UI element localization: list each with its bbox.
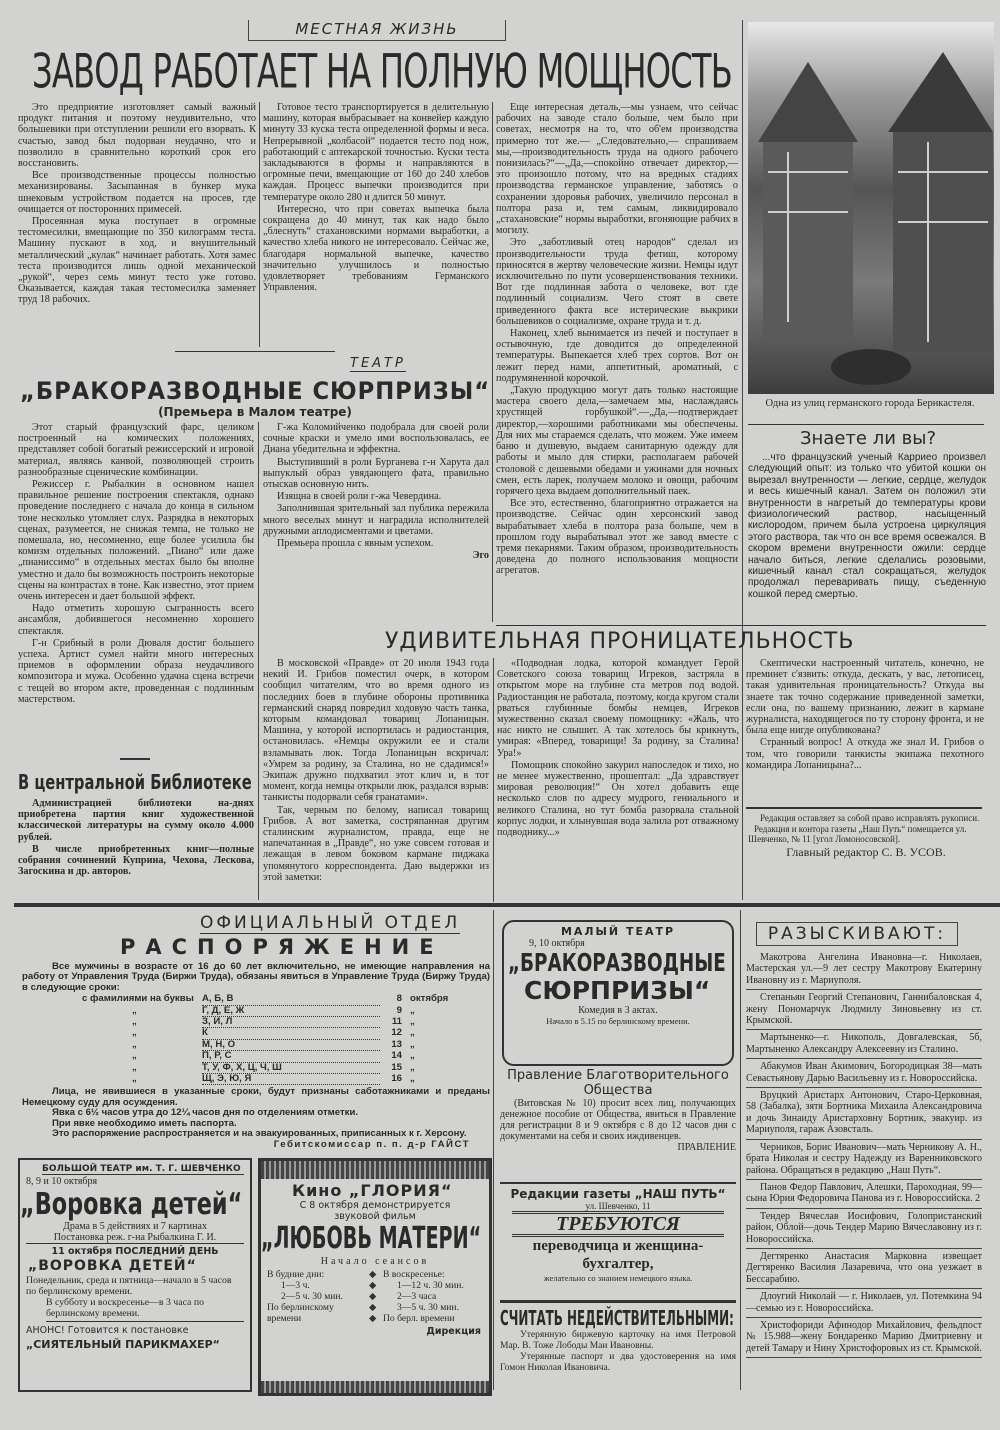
schedule-month: „ (410, 1073, 415, 1085)
schedule-row (22, 1040, 490, 1051)
session-time: В будние дни: (267, 1269, 325, 1280)
cinema-intro: С 8 октября демонстрируется (299, 1200, 451, 1211)
schedule-row (22, 1017, 490, 1028)
cinema-signature: Дирекция (426, 1326, 481, 1337)
wanted-item: Черников, Борис Иванович—мать Черникову А. Н., брата Николая и сестру Надежду из Варенниковского района. Обращаться в редакцию „Наш Путь“. (746, 1140, 982, 1180)
editorial-note: Редакция оставляет за собой право исправлять рукописи. (760, 813, 980, 823)
paragraph: Странный вопрос! А откуда же знал И. Грибов о том, что говорили танкисты экипажа пехотного командира Лопаницына?... (746, 737, 984, 771)
page-rule (14, 903, 1000, 907)
wanted-item: Христофориди Афинодор Михайлович, фельдпост № 15.988—жену Бондаренко Марию Дмитриевну и детей Тамару и Нину Христофоровых из ст. Крымской. (746, 1318, 982, 1358)
paragraph: Режиссер г. Рыбалкин в основном нашел правильное решение построения спектакля, однако проведение последнего с начала до конца в сильном тоне несколько утомляет слух. Разрядка в некоторых сценах, разумеется, не снижая темпа, не только не помешала, но, несомненно, еще более усилила бы комизм отдельных положений. „Пиано“ или даже „пианиссимо“ в отдельных местах было бы вполне уместно и дало бы возможность построить некоторые сцены на контрастах в тоне. Как известно, этот прием очень интересен и дает большой эффект. (18, 479, 254, 603)
ornament-divider (175, 351, 335, 352)
schedule-prefix: „ (132, 1004, 137, 1016)
section-header: МЕСТНАЯ ЖИЗНЬ (248, 20, 506, 41)
wanted-list (746, 950, 982, 1358)
schedule-prefix: „ (132, 1027, 137, 1039)
lead-column-1 (18, 102, 256, 347)
paragraph: В числе приобретенных книг—полные собрания сочинений Куприна, Чехова, Лескова, Загоскина и др. авторов. (18, 843, 254, 878)
signature: Эго (472, 550, 489, 562)
column-rule (742, 20, 743, 900)
order-body (22, 962, 490, 1150)
wanted-item: Абакумов Иван Акимович, Богородицкая 38—мать Севастьянову Дарью Васильевну из г. Новороссийска. (746, 1059, 982, 1088)
editorial-box (748, 813, 984, 857)
divider (500, 1182, 736, 1184)
paragraph: Администрацией библиотеки на-днях приобретена партия книг художественной классической литературы на сумму около 4.000 рублей. (18, 798, 254, 843)
schedule-prefix: „ (132, 1038, 137, 1050)
schedule-month: „ (410, 1061, 415, 1073)
schedule-month: октября (410, 993, 449, 1005)
column-rule (740, 910, 741, 1390)
insight-headline: УДИВИТЕЛЬНАЯ ПРОНИЦАТЕЛЬНОСТЬ (385, 629, 855, 654)
schedule-row (22, 1028, 490, 1039)
cinema-top-bar (261, 1161, 489, 1179)
lead-column-2 (263, 102, 489, 347)
paragraph: Так, черным по белому, написал товарищ Грибов. А вот заметка, состряпанная другим сталинским журналистом, правда, еще не напечатанная в „Правде“, но уже совсем готовая и лежащая в левом боковом кармане пиджака упомянутого корреспондента. Даю выдержки из этой заметки: (263, 804, 489, 883)
paragraph: Скептически настроенный читатель, конечно, не преминет с'язвить: откуда, дескать, у вас, летописец, такая удивительная проницательность? Откуда вы знаете так точно содержание приведенной заметки, если она, по вашему признанию, лежит в кармане журналиста, находящегося по ту сторону фронта, и не была еще нигде опубликована? (746, 658, 984, 737)
schedule-letters: Щ, Э, Ю, Я (202, 1074, 380, 1085)
column-rule (259, 102, 260, 347)
maly-start: Начало в 5.15 по берлинскому времени. (546, 1016, 690, 1026)
editorial-address: Редакция и контора газеты „Наш Путь“ помещается ул. Шевченко, № 11 [угол Ломоносовской]. (748, 823, 967, 844)
invalid-title: СЧИТАТЬ НЕДЕЙСТВИТЕЛЬНЫМИ: (500, 1306, 734, 1330)
bolshoi-last-day: 11 октября ПОСЛЕДНИЙ ДЕНЬ (51, 1246, 219, 1257)
session-time: По берл. времени (383, 1313, 455, 1324)
wanted-item: Дегтяренко Анастасия Марковна извещает Дегтяренко Василия Лазаревича, что она уезжает в Бессарабию. (746, 1249, 982, 1289)
order-intro: Все мужчины в возрасте от 16 до 60 лет включительно, не имеющие направления на работу от Управления Труда (Биржи Труда), обязаны явиться в Управление Труда (Биржу Труда) в следующие сроки: (22, 961, 490, 993)
jobs-note: желательно со знанием немецкого языка. (543, 1273, 693, 1283)
jobs-org: Редакции газеты „НАШ ПУТЬ“ (510, 1187, 726, 1201)
order-note: При явке необходимо иметь паспорта. (52, 1117, 237, 1129)
paragraph: Заполнившая зрительный зал публика пережила много веселых минут и наградила исполнителей дружными аплодисментами и цветами. (263, 503, 489, 537)
order-title: РАСПОРЯЖЕНИЕ (120, 935, 444, 959)
theatre-column-1 (18, 422, 254, 752)
bolshoi-theatre-ad (18, 1158, 252, 1392)
paragraph: Г-жа Коломийченко подобрала для своей роли сочные краски и умело ими воспользовалась, ее Диана убедительна и эффектна. (263, 422, 489, 456)
wanted-item: Тендер Вячеслав Иосифович, Голопристанский район, Облой—дочь Тендер Марию Вячеславовну из г. Новороссийска. (746, 1209, 982, 1249)
jobs-wanted: ТРЕБУЮТСЯ (512, 1211, 724, 1237)
schedule-month: „ (410, 1004, 415, 1016)
paragraph: Премьера прошла с явным успехом. (277, 538, 434, 550)
jobs-ad (500, 1187, 736, 1283)
charity-signature: ПРАВЛЕНИЕ (677, 1142, 736, 1153)
schedule-month: „ (410, 1016, 415, 1028)
schedule-month: „ (410, 1027, 415, 1039)
paragraph: Просеянная мука поступает в огромные тестомесилки, вмещающие по 350 килограмм теста. Машину пускают в ход, и внушительный металлический „кулак“ начинает работать. Хотя замес теста производится лишь одной механической „рукой“, через семь минут тесто уже готово. Оказывается, каждая такая тестомесилка заменяет труд 18 рабочих. (18, 216, 256, 306)
paragraph: Еще интересная деталь,—мы узнаем, что сейчас рабочих на заводе стало больше, чем было при советах, несмотря на то, что об'ем производства примерно тот же.— „Следовательно,— спрашиваем мы,—производительность труда на одного рабочего понизилась?“—„Да,—спокойно отвечает директор,—это произошло потому, что на вредных стадиях производства германское управление, заботясь о сохранении здоровья рабочих, увеличило персонал в полтора раза и, тем самым, ликвидировало „стахановские“ нормы выработки, вгоняющие рабчих в могилу. (496, 102, 738, 237)
theatre-headline: „БРАКОРАЗВОДНЫЕ СЮРПРИЗЫ“ (20, 377, 491, 405)
wanted-item: Мартыненко—г. Никополь, Довгалевская, 5б, Мартыненко Александру Алексеевну из Сталино. (746, 1030, 982, 1059)
paragraph: ...что французский ученый Карриео произвел следующий опыт: из только что убитой кошки он вырезал внутренности — легкие, сердце, желудок и весь кишечный канал. Затем он положил эти внутренности в нагретый до температуры крови физиологический раствор, насыщенный кислородом, причем была устроена циркуляция этого раствора, так что он все время освежался. В скором времени внутренности ожили: сердце начало биться, легкие сделались розовыми, кишечный канал стал сокращаться, желудок продолжал переваривать пищу, съеденную кошкой перед смертью. (748, 452, 986, 600)
wanted-item: Длоугий Николай — г. Николаев, ул. Потемкина 94—семью из г. Новороссийска. (746, 1289, 982, 1318)
insight-column-1 (263, 658, 489, 902)
bolshoi-title: „Воровка детей“ (20, 1187, 243, 1222)
sessions-label: Начало сеансов (320, 1256, 430, 1267)
insight-column-2 (497, 658, 739, 902)
cinema-gloria-ad (258, 1158, 492, 1396)
weekday-sessions (267, 1269, 369, 1324)
library-headline: В центральной Библиотеке (18, 770, 252, 794)
maly-title-1: „БРАКОРАЗВОДНЫЕ (508, 948, 726, 977)
schedule-letters: Т, У, Ф, Х, Ц, Ч, Ш (202, 1063, 380, 1074)
schedule-day: 16 (391, 1073, 402, 1085)
schedule-letters: А, Б, В (202, 994, 380, 1005)
paragraph: „Такую продукцию могут дать только настоящие мастера своего дела,—замечаем мы, наслаждаясь хрустящей горбушкой“.—„Да,—подтверждает директор,—хорошими работниками мы обеспечены. Для них мы стараемся сделать, что можем. Уже имеем баню и душевую, выдаем санитарную одежду для работы и мыло для стирки, располагаем рабочей столовой с дешевыми обедами и ужинами для ночных смен, есть ларек, получаем молоко и овощи, рабочим горячего цеха выдаем дополнительный паек. (496, 385, 738, 497)
paragraph: Изящна в своей роли г-жа Чевердина. (277, 491, 442, 503)
session-time: 1—12 ч. 30 мин. (397, 1280, 464, 1291)
photo-caption: Одна из улиц германского города Бернкастеля. (765, 398, 975, 409)
schedule-prefix: „ (132, 1061, 137, 1073)
sessions-table (261, 1267, 489, 1326)
session-time: 2—3 часа (397, 1291, 437, 1302)
jobs-address: ул. Шевченко, 11 (585, 1201, 651, 1211)
did-you-know-headline: Знаете ли вы? (800, 428, 936, 449)
cinema-name: Кино „ГЛОРИЯ“ (292, 1181, 453, 1200)
charity-title: Правление Благотворительного Общества (507, 1068, 729, 1098)
order-note: Явка с 6½ часов утра до 12¼ часов дня по отделениям отметки. (52, 1107, 359, 1119)
schedule-prefix: „ (132, 1050, 137, 1062)
lead-headline: ЗАВОД РАБОТАЕТ НА ПОЛНУЮ МОЩНОСТЬ (32, 44, 732, 99)
photo-bernkastel-street (748, 22, 994, 394)
bolshoi-desc: Драма в 5 действиях и 7 картинах (63, 1221, 207, 1232)
schedule-day: 9 (396, 1004, 402, 1016)
schedule-day: 8 (396, 993, 402, 1005)
library-text (18, 798, 254, 902)
schedule-day: 12 (391, 1027, 402, 1039)
cinema-intro-2: звуковой фильм (334, 1211, 416, 1222)
schedule-row (22, 1063, 490, 1074)
paragraph: В московской «Правде» от 20 июля 1943 года некий И. Грибов поместил очерк, в котором сообщил читателям, что во время одного из последних боев в глубине обороны противника германский снаряд повредил ходовую часть танка, которым командовал товарищ Лопаницын. Машина, у которой испортилась и радиостанция, остановилась. «Немцы окружили ее и стали взламывать люк. Тогда Лопаницын вскричал: «Умрем за родину, за Сталина, но не сдадимся!» Экипаж дружно подхватил этот клич и, в тот момент, когда немцы открыли люк, раздался взрыв: танкисты подорвали себя гранатами». (263, 658, 489, 804)
schedule-letters: З, И, Л (202, 1017, 380, 1028)
paragraph: Это „заботливый отец народов“ сделал из производительности труда фетиш, которому приносятся в жертву человеческие жизни. Немцы идут исключительно по пути усовершенствования техники. Вот где подлинная забота о человеке, вот где подлинный социализм. Чего стоят в свете приведенного факта все истерические выкрики большевиков о социализме, охране труда и т. д. (496, 237, 738, 327)
session-time: 2—5 ч. 30 мин. (281, 1291, 343, 1302)
order-note: Лица, не явившиеся в указанные сроки, будут признаны саботажниками и преданы Немецкому суду для осуждения. (22, 1086, 490, 1108)
schedule-row (22, 1051, 490, 1062)
film-title: „ЛЮБОВЬ МАТЕРИ“ (261, 1221, 482, 1256)
sunday-sessions (379, 1269, 483, 1324)
divider (746, 807, 982, 809)
paragraph: Помощник спокойно закурил напоследок и тихо, но не менее мужественно, прошептал: „Да здравствует мировая революция!“ Он хотел добавить еще несколько слов по адресу мудрого, гениального и великого Сталина, но тут бомба разорвала стальной корпус лодки, и хлынувшая вода залила рот отважному подводнику...» (497, 759, 739, 839)
schedule-prefix: с фамилиями на буквы (82, 993, 194, 1005)
column-rule (258, 422, 259, 900)
column-rule (493, 658, 494, 902)
session-time: 3—5 ч. 30 мин. (397, 1302, 459, 1313)
divider (500, 1300, 736, 1303)
invalid-item: Утерянную биржевую карточку на имя Петровой Мар. В. Тоже Лободы Маи Ивановны. (500, 1330, 736, 1351)
invalid-item: Утерянные паспорт и два удостоверения на имя Гомон Николая Ивановича. (500, 1352, 736, 1373)
order-note: Это распоряжение распространяется и на эвакуированных, приписанных к г. Херсону. (52, 1128, 467, 1140)
schedule-letters: М, Н, О (202, 1040, 380, 1051)
schedule-month: „ (410, 1050, 415, 1062)
paragraph: Этот старый французский фарс, целиком построенный на комических положениях, представляет собой богатый режиссерский и игровой материал, являясь канвой, позволяющей строить разнообразные сценические комбинации. (18, 422, 254, 478)
session-time: В воскресенье: (383, 1269, 445, 1280)
editor-name: Главный редактор С. В. УСОВ. (786, 844, 946, 859)
paragraph: «Подводная лодка, которой командует Герой Советского союза товарищ Игреков, застряла в открытом море на глубине ста метров под водой. Радиостанция не работала, поэтому, когда кругом стали рваться глубинные бомбы немцев, Игреков мужественно сказал своему помощнику: «Жаль, что нас никто не слышит. А так хотелось бы крикнуть, умирая: «Вперед, товарищи! За родину, за Сталина! Ура!» (497, 658, 739, 759)
invalid-documents (500, 1306, 736, 1374)
paragraph: Г-н Срибный в роли Дюваля достиг большего успеха. Артист сумел найти много интересных приемов в оформлении образа неудачливого композитора и мужа. Особенно удачна сцена встречи с тещей во втором акте, проведенная с подлинным мастерством. (18, 637, 254, 705)
session-time: По берлинскому времени (267, 1302, 334, 1324)
paragraph: Выступивший в роли Бурганева г-н Харута дал выпуклый образ увядающего фата, правильно отыскав основную нить. (263, 456, 489, 491)
paragraph: Это предприятие изготовляет самый важный продукт питания и поэтому неудивительно, что большевики при отступлении решили его взорвать. К счастью, завод был подорван неудачно, что и позволило в сравнительно короткий срок его восстановить. (18, 102, 256, 170)
insight-column-3 (746, 658, 984, 803)
wanted-item: Макотрова Ангелина Ивановна—г. Николаев, Мастерская ул.—9 лет сестру Макотрову Екатерину Ивановну из г. Мариуполя. (746, 950, 982, 990)
schedule-prefix: „ (132, 1073, 137, 1085)
lead-column-3 (496, 102, 738, 622)
wanted-item: Панов Федор Павлович, Алешки, Пароходная, 99—сына Юрия Федоровича Панова из г. Новороссийска. 2 (746, 1180, 982, 1209)
did-you-know-text (748, 452, 986, 620)
schedule-row (22, 1006, 490, 1017)
schedule-letters: Г, Д, Е, Ж (202, 1006, 380, 1017)
paragraph: Наконец, хлеб вынимается из печей и поступает в остывочную, где доводится до определенной температуры. Выпекается хлеб трех сортов. Вот он лежит перед нами, аппетитный, ароматный, с подрумяненной корочкой. (496, 328, 738, 384)
maly-genre: Комедия в 3 актах. (578, 1005, 658, 1016)
paragraph: Готовое тесто транспортируется в делительную машину, которая выбрасывает на конвейер каждую минуту 33 куска теста определенной формы и веса. Непрерывной „колбасой“ подается тесто под нож, работающий с аптекарской точностью. Куски теста закладываются в формы и направляются в огромные печи, вмещающие от 160 до 240 хлебов каждая. Процесс выпечки производится при температуре около 280 и длится 50 минут. (263, 102, 489, 203)
column-rule (492, 102, 493, 622)
theatre-subtitle: (Премьера в Малом театре) (158, 405, 352, 419)
maly-header: МАЛЫЙ ТЕАТР (560, 925, 676, 938)
schedule-row (22, 994, 490, 1005)
schedule-letters: К (202, 1028, 380, 1039)
paragraph: Интересно, что при советах выпечка была сокращена до 40 минут, так как надо было „блеснуть“ стахановскими нормами выработки, а качество хлеба никого не интересовало. Сейчас же, благодаря нормальной выпечке, качество значительно улучшилось и полностью удовлетворяет требованиям Германского Управления. (263, 203, 489, 294)
session-time: 1—3 ч. (281, 1280, 310, 1291)
bolshoi-dates: 8, 9 и 10 октября (26, 1176, 98, 1187)
bolshoi-header: БОЛЬШОЙ ТЕАТР им. Т. Г. ШЕВЧЕНКО (42, 1164, 244, 1175)
wanted-item: Вруцкий Аристарх Антонович, Старо-Церковная, 58 (Забалка), зятя Бортника Михаила Александровича и дочь Зинаиду Аристарховну Бортник, эвакуир. из Мариуполя, гараж Азовсталь. (746, 1088, 982, 1140)
wanted-item: Степаньян Георгий Степанович, Ганнибаловская 4, жену Пономарчук Людмилу Зиновьевну из ст. Крымской. (746, 990, 982, 1030)
maly-title-2: СЮРПРИЗЫ“ (524, 976, 711, 1005)
maly-dates: 9, 10 октября (529, 938, 585, 949)
charity-text: (Витовская № 10) просит всех лиц, получающих денежное пособие от Общества, явиться в Правление для регистрации 8 и 9 октября с 8 до 12 часов дня с документами на себя и своих иждивенцев. (500, 1098, 736, 1142)
bolshoi-schedule: Понедельник, среда и пятница—начало в 5 часов по берлинскому времени. (26, 1275, 232, 1297)
schedule-day: 13 (391, 1038, 402, 1050)
schedule-letters: П, Р, С (202, 1051, 380, 1062)
bolshoi-announce: АНОНС! Готовится к постановке (26, 1325, 189, 1336)
bolshoi-announce-title: „СИЯТЕЛЬНЫЙ ПАРИКМАХЕР“ (26, 1338, 220, 1351)
divider (496, 625, 986, 626)
schedule-prefix: „ (132, 1016, 137, 1028)
charity-notice (500, 1068, 736, 1153)
theatre-column-2 (263, 422, 489, 622)
order-signature: Гебитскомиссар п. п. д-р ГАЙСТ (273, 1138, 470, 1150)
column-rule (493, 910, 494, 1390)
schedule-month: „ (410, 1038, 415, 1050)
timbered-houses-image (748, 22, 994, 394)
bolshoi-director: Постановка реж. г-на Рыбалкина Г. И. (26, 1232, 244, 1244)
schedule-row (22, 1074, 490, 1085)
bolshoi-title-2: „ВОРОВКА ДЕТЕЙ“ (28, 1258, 197, 1274)
cinema-bottom-bar (261, 1381, 489, 1393)
divider (748, 424, 984, 425)
jobs-positions: переводчица и женщина-бухгалтер, (532, 1238, 704, 1272)
official-section: ОФИЦИАЛЬНЫЙ ОТДЕЛ (200, 913, 461, 933)
paragraph: Надо отметить хорошую сыгранность всего ансамбля, добившегося несомненно хорошего спектакля. (18, 603, 254, 637)
theatre-rubric: ТЕАТР (350, 356, 406, 371)
divider (120, 758, 150, 760)
schedule-day: 11 (391, 1016, 402, 1028)
order-schedule (22, 994, 490, 1085)
bolshoi-schedule-weekend: В субботу и воскресенье—в 3 часа по берлинскому времени. (46, 1297, 244, 1322)
paragraph: Все это, естественно, благоприятно отражается на производстве. Сейчас один херсонский завод вырабатывает хлеба в полтора раза больше, чем в прошлом году вырабатывал этот же завод вместе с тремя пекарнями. Таким образом, производительность доведена до полного использования мощности агрегатов. (496, 498, 738, 577)
wanted-title: РАЗЫСКИВАЮТ: (756, 922, 958, 946)
maly-theatre-ad (502, 920, 734, 1066)
paragraph: Все производственные процессы полностью механизированы. Засыпанная в бункер мука шнековым устройством подается на просев, где очищается от посторонних примесей. (18, 170, 256, 215)
diamond-separator: ◆ ◆ ◆ ◆ ◆ (369, 1269, 377, 1324)
schedule-day: 14 (391, 1050, 402, 1062)
schedule-day: 15 (391, 1061, 402, 1073)
